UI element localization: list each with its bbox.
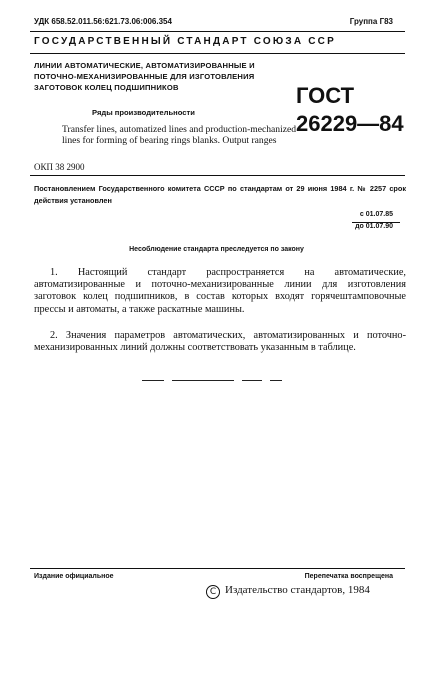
legal-notice: Несоблюдение стандарта преследуется по закону <box>129 246 304 253</box>
copyright-text: Издательство стандартов, 1984 <box>225 584 370 596</box>
top-divider <box>30 31 405 32</box>
udk-code: УДК 658.52.011.56:621.73.06:006.354 <box>34 17 172 26</box>
okp-divider <box>30 175 405 176</box>
gost-label: ГОСТ <box>296 83 355 108</box>
validity-from: с 01.07.85 <box>359 211 393 218</box>
standard-heading: ГОСУДАРСТВЕННЫЙ СТАНДАРТ СОЮЗА ССР <box>34 36 336 47</box>
document-title-en: Transfer lines, automatized lines and production-mechanized lines for forming of bearing rings blanks. Output ranges <box>62 124 297 146</box>
gost-designation <box>296 82 406 138</box>
reprint-prohibited-label: Перепечатка воспрещена <box>304 573 393 580</box>
footer-divider <box>30 568 405 569</box>
official-edition-label: Издание официальное <box>34 573 114 580</box>
gost-number: 26229—84 <box>296 111 404 136</box>
separator-line <box>242 380 262 381</box>
separator-line <box>270 380 282 381</box>
document-subtitle-ru: Ряды производительности <box>92 108 195 117</box>
separator-line <box>142 380 164 381</box>
validity-to: до 01.07.90 <box>355 223 393 230</box>
paragraph-2: 2. Значения параметров автоматических, автоматизированных и поточно-механизированных линий должны соответствовать указанным в таблице. <box>34 330 406 354</box>
heading-divider <box>30 53 405 54</box>
document-title-ru: ЛИНИИ АВТОМАТИЧЕСКИЕ, АВТОМАТИЗИРОВАННЫЕ И ПОТОЧНО-МЕХАНИЗИРОВАННЫЕ ДЛЯ ИЗГОТОВЛЕНИЯ ЗАГОТОВОК КОЛЕЦ ПОДШИПНИКОВ <box>34 61 255 92</box>
separator-line <box>172 380 234 381</box>
decree-text: Постановлением Государственного комитета СССР по стандартам от 29 июня 1984 г. № 2257 срок действия установлен <box>34 184 406 205</box>
group-code: Группа Г83 <box>349 17 393 26</box>
paragraph-1: 1. Настоящий стандарт распространяется на автоматические, автоматизированные и поточно-механизированные линии для изготовления заготовок колец подшипников, в состав которых входят горячештамповочные прессы и автоматы, а также раскатные машины. <box>34 267 406 315</box>
okp-code: ОКП 38 2900 <box>34 162 85 172</box>
copyright-line <box>206 584 370 599</box>
copyright-icon: C <box>206 585 220 599</box>
